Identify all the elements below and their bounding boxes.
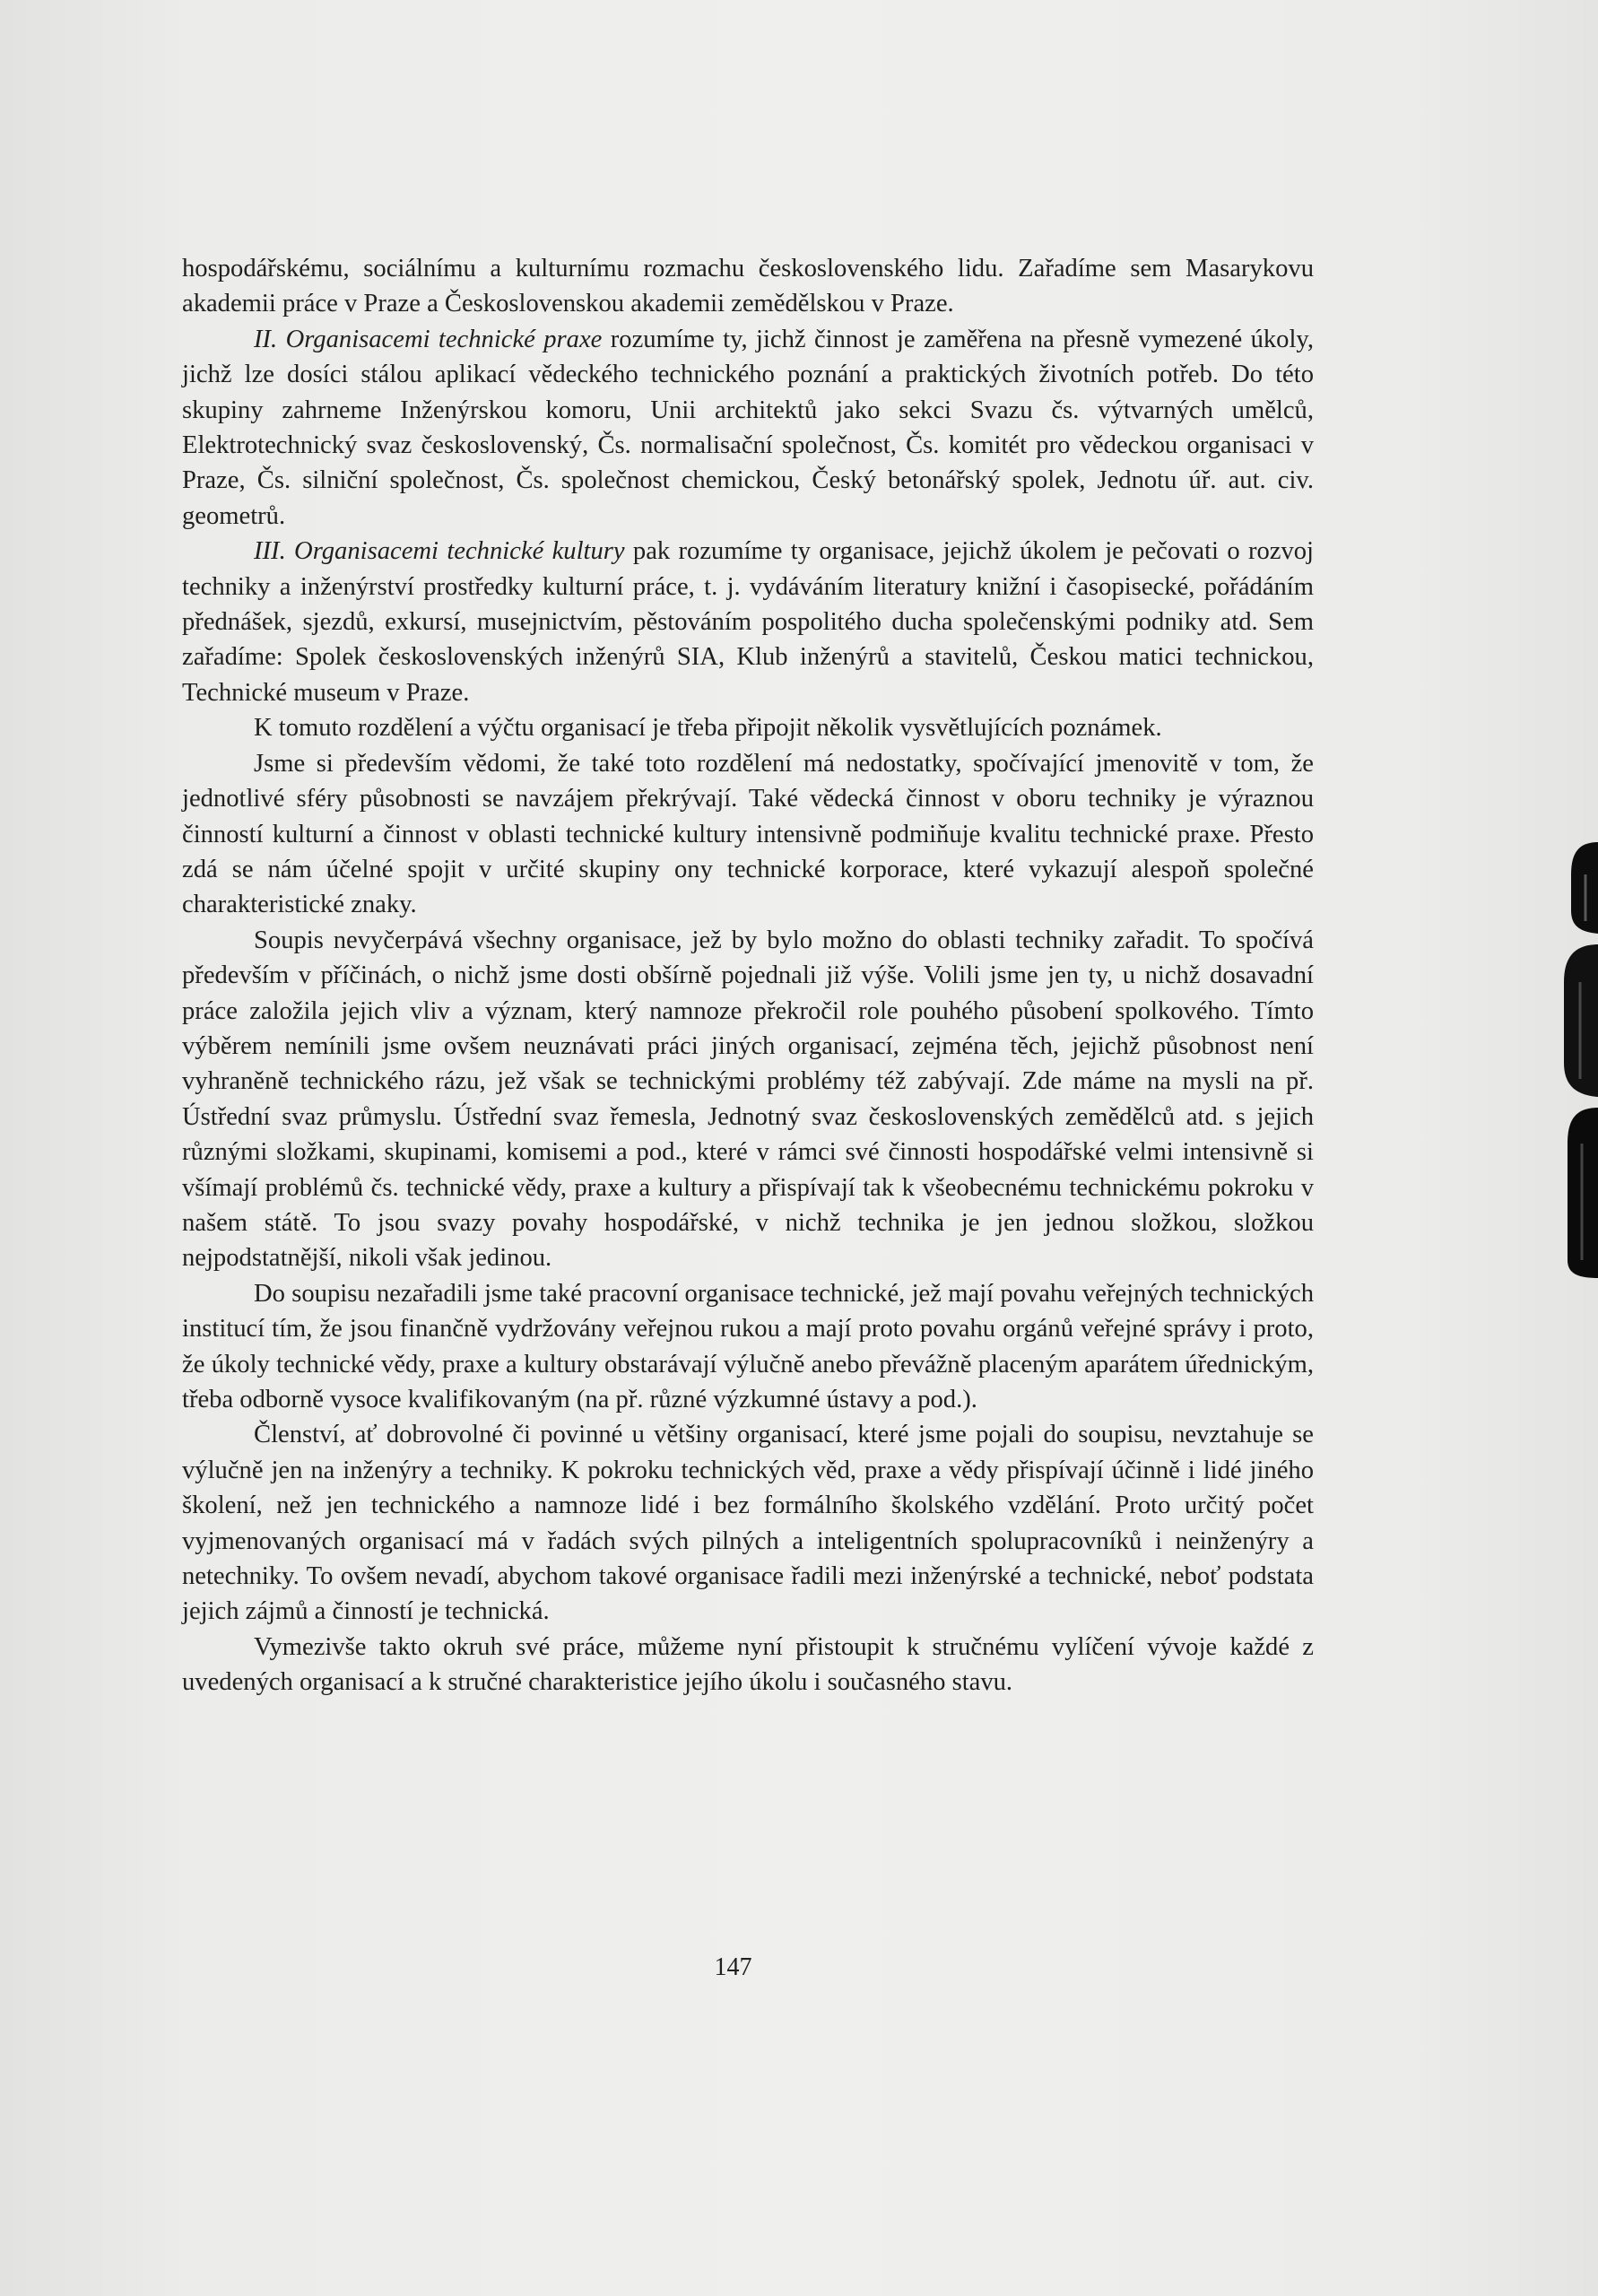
- paragraph-6-text: Soupis nevyčerpává všechny organisace, jež by bylo možno do oblasti techniky zařadit. To spočívá především v příčinách, o nichž jsme dosti obšírně pojednali již výše. Volili jsme jen ty, u nichž dosavadní práce založila jejich vliv a význam, který namnoze překročil role pouhého působení spolkového. Tímto výběrem nemínili jsme ovšem neuznávati práci jiných organisací, zejména těch, jejichž působnost není vyhraněně technického rázu, jež však se technickými problémy též zabývají. Zde máme na mysli na př. Ústřední svaz průmyslu. Ústřední svaz řemesla, Jednotný svaz československých zemědělců atd. s jejich různými složkami, skupinami, komisemi a pod., které v rámci své činnosti hospodářské velmi intensivně si všímají problémů čs. technické vědy, praxe a kultury a přispívají tak k všeobecnému technickému pokroku v našem státě. To jsou svazy povahy hospodářské, v nichž technika je jen jednou složkou, složkou nejpodstatnější, nikoli však jedinou.: [182, 926, 1314, 1273]
- paragraph-2-text: rozumíme ty, jichž činnost je zaměřena na přesně vymezené úkoly, jichž lze dosíci stálou aplikací vědeckého technického poznání a praktických životních potřeb. Do této skupiny zahrneme Inženýrskou komoru, Unii architektů jako sekci Svazu čs. výtvarných umělců, Elektrotechnický svaz československý, Čs. normalisační společnost, Čs. komitét pro vědeckou organisaci v Praze, Čs. silniční společnost, Čs. společnost chemickou, Český betonářský spolek, Jednotu úř. aut. civ. geometrů.: [182, 325, 1314, 530]
- paragraph-3: [182, 534, 1314, 710]
- paragraph-6: [182, 923, 1314, 1276]
- paragraph-7: [182, 1276, 1314, 1418]
- paragraph-5: [182, 746, 1314, 923]
- paragraph-9-text: Vymezivše takto okruh své práce, můžeme nyní přistoupit k stručnému vylíčení vývoje každé z uvedených organisací a k stručné charakteristice jejího úkolu i současného stavu.: [182, 1632, 1314, 1697]
- paragraph-3-text: pak rozumíme ty organisace, jejichž úkolem je pečovati o rozvoj techniky a inženýrství prostředky kulturní práce, t. j. vydáváním literatury knižní i časopisecké, pořádáním přednášek, sjezdů, exkursí, musejnictvím, pěstováním pospolitého ducha společenskými podniky atd. Sem zařadíme: Spolek československých inženýrů SIA, Klub inženýrů a stavitelů, Českou matici technickou, Technické museum v Praze.: [182, 537, 1315, 707]
- paragraph-8-text: Členství, ať dobrovolné či povinné u většiny organisací, které jsme pojali do soupisu, nevztahuje se výlučně jen na inženýry a techniky. K pokroku technických věd, praxe a vědy přispívají účinně i lidé jiného školení, než jen technického a namnoze lidé i bez formálního školského vzdělání. Proto určitý počet vyjmenovaných organisací má v řadách svých pilných a inteligentních spolupracovníků i neinženýry a netechniky. To ovšem nevadí, abychom takové organisace řadili mezi inženýrské a technické, neboť podstata jejich zájmů a činností je technická.: [182, 1421, 1314, 1626]
- paragraph-5-text: Jsme si především vědomi, že také toto rozdělení má nedostatky, spočívající jmenovitě v tom, že jednotlivé sféry působnosti se navzájem překrývají. Také vědecká činnost v oboru techniky je výraznou činností kulturní a činnost v oblasti technické kultury intensivně podmiňuje kvalitu technické praxe. Přesto zdá se nám účelné spojit v určité skupiny ony technické korporace, které vykazují alespoň společné charakteristické znaky.: [182, 749, 1314, 919]
- paragraph-2-heading: II. Organisacemi technické praxe: [254, 325, 603, 353]
- paragraph-1: [182, 251, 1314, 322]
- paragraph-9: [182, 1630, 1314, 1700]
- paragraph-4-text: K tomuto rozdělení a výčtu organisací je třeba připojit několik vysvětlujících poznámek.: [254, 714, 1162, 743]
- binder-clip-icon: [1544, 839, 1598, 1278]
- page-number: 147: [714, 1953, 752, 1981]
- body-text: [182, 251, 1314, 1700]
- paragraph-7-text: Do soupisu nezařadili jsme také pracovní organisace technické, jež mají povahu veřejných technických institucí tím, že jsou finančně vydržovány veřejnou rukou a mají proto povahu orgánů veřejné správy i proto, že úkoly technické vědy, praxe a kultury obstarávají výlučně anebo převážně placeným aparátem úřednickým, třeba odborně vysoce kvalifikovaným (na př. různé výzkumné ústavy a pod.).: [182, 1279, 1314, 1413]
- paragraph-4: [182, 710, 1314, 745]
- paragraph-2: [182, 322, 1314, 534]
- paragraph-3-heading: III. Organisacemi technické kultury: [254, 537, 625, 566]
- paragraph-8: [182, 1417, 1314, 1629]
- paragraph-1-text: hospodářskému, sociálnímu a kulturnímu rozmachu československého lidu. Zařadíme sem Masarykovu akademii práce v Praze a Československou akademii zemědělskou v Praze.: [182, 255, 1314, 318]
